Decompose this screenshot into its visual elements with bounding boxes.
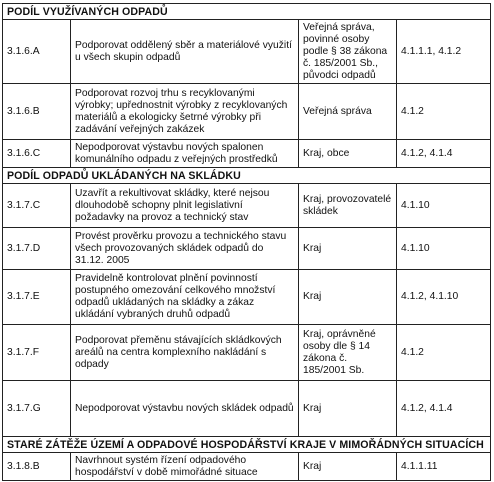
measure-responsible: Kraj <box>299 381 397 437</box>
measure-responsible: Veřejná správa <box>299 84 397 140</box>
section-header-row <box>3 4 491 20</box>
table-row <box>3 84 491 140</box>
table-row <box>3 453 491 481</box>
measures-table <box>2 3 491 481</box>
table-row <box>3 20 491 84</box>
section-title: PODÍL ODPADŮ UKLÁDANÝCH NA SKLÁDKU <box>3 168 491 184</box>
table-row <box>3 381 491 437</box>
section-title: STARÉ ZÁTĚŽE ÚZEMÍ A ODPADOVÉ HOSPODÁŘSTVÍ KRAJE V MIMOŘÁDNÝCH SITUACÍCH <box>3 437 491 453</box>
measure-link: 4.1.2, 4.1.4 <box>397 140 491 168</box>
measure-responsible: Kraj <box>299 270 397 325</box>
measure-responsible: Kraj <box>299 228 397 270</box>
measure-description: Navrhnout systém řízení odpadového hospodářství v době mimořádné situace <box>71 453 299 481</box>
measure-link: 4.1.10 <box>397 184 491 228</box>
measure-code: 3.1.8.B <box>3 453 71 481</box>
measure-link: 4.1.1.1, 4.1.2 <box>397 20 491 84</box>
measure-link: 4.1.2 <box>397 84 491 140</box>
section-header-row <box>3 437 491 453</box>
measure-code: 3.1.7.D <box>3 228 71 270</box>
table-row <box>3 228 491 270</box>
measure-description: Uzavřít a rekultivovat skládky, které nejsou dlouhodobě schopny plnit legislativní požadavky na provoz a technický stav <box>71 184 299 228</box>
measure-code: 3.1.7.C <box>3 184 71 228</box>
measure-responsible: Kraj, obce <box>299 140 397 168</box>
measure-code: 3.1.7.G <box>3 381 71 437</box>
measure-link: 4.1.10 <box>397 228 491 270</box>
measure-link: 4.1.2, 4.1.10 <box>397 270 491 325</box>
measure-responsible: Kraj, provozovatelé skládek <box>299 184 397 228</box>
measure-description: Pravidelně kontrolovat plnění povinností postupného omezování celkového množství odpadů ukládaných na skládky a zákaz ukládání vybraných druhů odpadů <box>71 270 299 325</box>
measure-responsible: Kraj, oprávněné osoby dle § 14 zákona č. 185/2001 Sb. <box>299 325 397 381</box>
measure-description: Nepodporovat výstavbu nových spalonen komunálního odpadu z veřejných prostředků <box>71 140 299 168</box>
measure-code: 3.1.7.F <box>3 325 71 381</box>
measure-link: 4.1.1.11 <box>397 453 491 481</box>
table-row <box>3 184 491 228</box>
measure-code: 3.1.6.B <box>3 84 71 140</box>
measure-responsible: Kraj <box>299 453 397 481</box>
measure-description: Nepodporovat výstavbu nových skládek odpadů <box>71 381 299 437</box>
table-row <box>3 325 491 381</box>
section-title: PODÍL VYUŽÍVANÝCH ODPADŮ <box>3 4 491 20</box>
measure-link: 4.1.2, 4.1.4 <box>397 381 491 437</box>
measure-code: 3.1.6.A <box>3 20 71 84</box>
section-header-row <box>3 168 491 184</box>
measure-code: 3.1.7.E <box>3 270 71 325</box>
table-row <box>3 270 491 325</box>
measure-description: Provést prověrku provozu a technického stavu všech provozovaných skládek odpadů do 31.12. 2005 <box>71 228 299 270</box>
measure-code: 3.1.6.C <box>3 140 71 168</box>
measure-description: Podporovat rozvoj trhu s recyklovanými výrobky; upřednostnit výrobky z recyklovaných materiálů a ekologicky šetrné výrobky při zadávání veřejných zakázek <box>71 84 299 140</box>
measure-responsible: Veřejná správa, povinné osoby podle § 38 zákona č. 185/2001 Sb., původci odpadů <box>299 20 397 84</box>
measure-description: Podporovat přeměnu stávajících skládkových areálů na centra komplexního nakládání s odpady <box>71 325 299 381</box>
measure-link: 4.1.2 <box>397 325 491 381</box>
measure-description: Podporovat oddělený sběr a materiálové využití u všech skupin odpadů <box>71 20 299 84</box>
table-row <box>3 140 491 168</box>
